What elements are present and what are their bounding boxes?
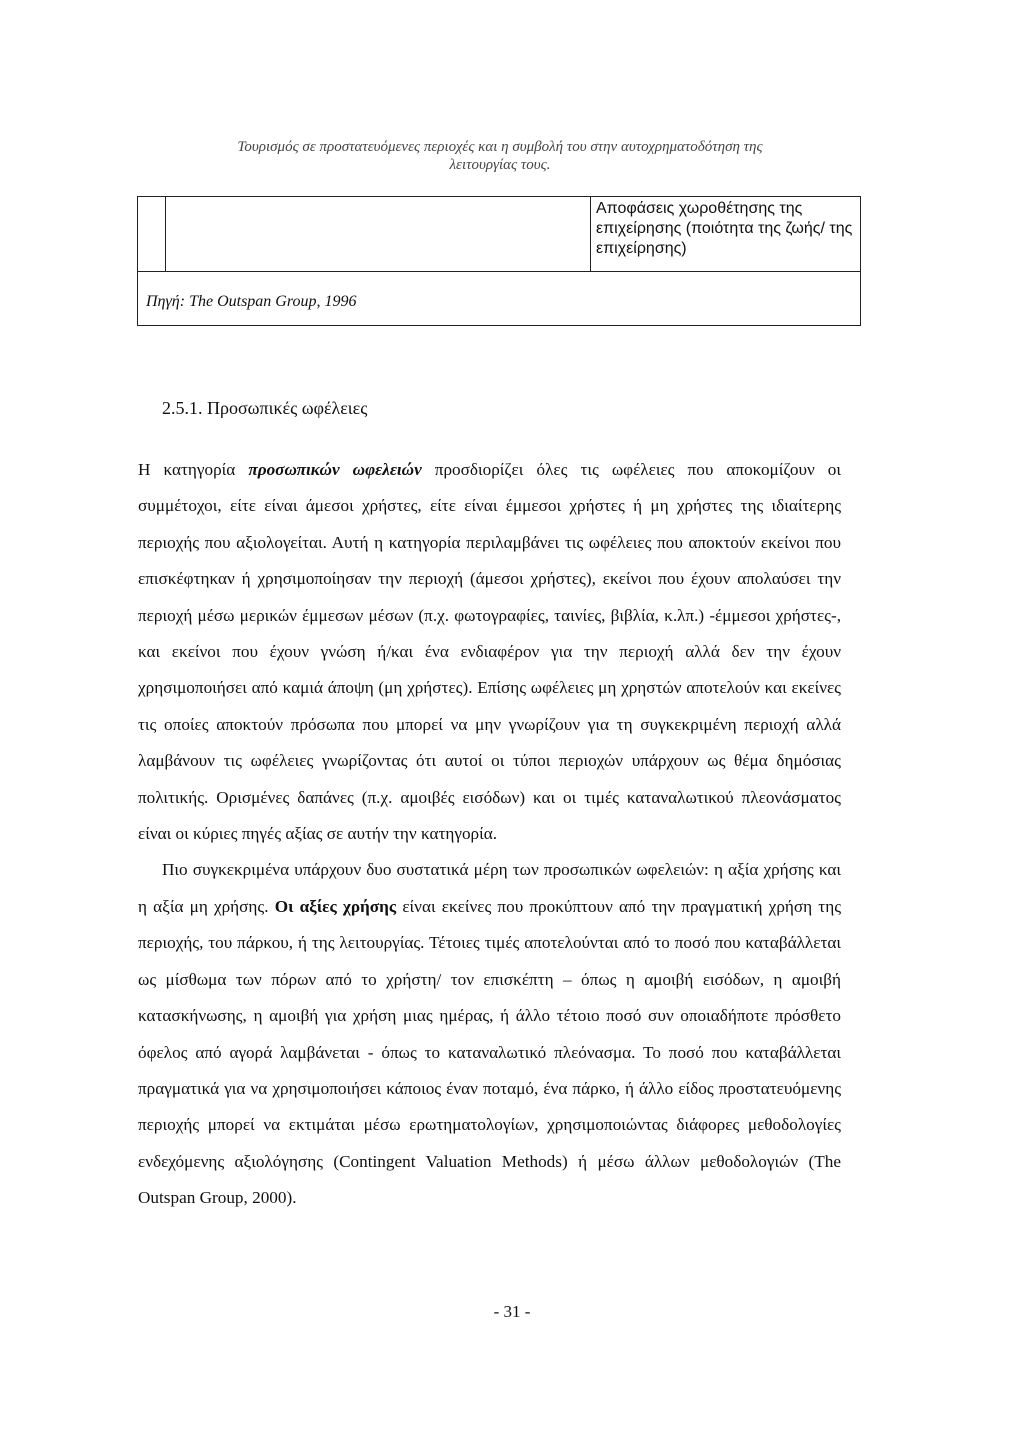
running-header: [140, 138, 860, 174]
paragraph1-emphasis: προσωπικών ωφελειών: [248, 460, 422, 479]
table-divider-left: [165, 197, 166, 271]
table-source-note: Πηγή: The Outspan Group, 1996: [146, 293, 357, 310]
paragraph-personal-benefits: [138, 452, 841, 852]
paragraph1-part1: Η κατηγορία: [138, 460, 249, 479]
paragraph1-part2: προσδιορίζει όλες τις ωφέλειες που αποκομίζουν οι συμμέτοχοι, είτε είναι άμεσοι χρήστες, είτε είναι έμμεσοι χρήστες ή μη χρήστες της ιδιαίτερης περιοχής που αξιολογείται. Αυτή η κατηγορία περιλαμβάνει τις ωφέλειες που αποκτούν εκείνοι που επισκέφτηκαν ή χρησιμοποίησαν την περιοχή (άμεσοι χρήστες), εκείνοι που έχουν απολαύσει την περιοχή μέσω μερικών έμμεσων μέσων (π.χ. φωτογραφίες, ταινίες, βιβλία, κ.λπ.) -έμμεσοι χρήστες-, και εκείνοι που έχουν γνώση ή/και ένα ενδιαφέρον για την περιοχή αλλά δεν την έχουν χρησιμοποιήσει από καμιά άποψη (μη χρήστες). Επίσης ωφέλειες μη χρηστών αποτελούν και εκείνες τις οποίες αποκτούν πρόσωπα που μπορεί να μην γνωρίζουν για τη συγκεκριμένη περιοχή αλλά λαμβάνουν τις ωφέλειες γνωρίζοντας ότι αυτοί οι τύποι περιοχών υπάρχουν ως θέμα δημόσιας πολιτικής. Ορισμένες δαπάνες (π.χ. αμοιβές εισόδων) και οι τιμές καταναλωτικού πλεονάσματος είναι οι κύριες πηγές αξίας σε αυτήν την κατηγορία.: [138, 460, 842, 844]
running-header-line-2: λειτουργίας τους.: [449, 157, 551, 173]
paragraph2-emphasis: Οι αξίες χρήσης: [274, 896, 397, 916]
paragraph2-part2: είναι εκείνες που προκύπτουν από την πραγματική χρήση της περιοχής, του πάρκου, ή της λειτουργίας. Τέτοιες τιμές αποτελούνται από το ποσό που καταβάλλεται ως μίσθωμα των πόρων από το χρήστη/ τον επισκέπτη – όπως η αμοιβή εισόδων, η αμοιβή κατασκήνωσης, η αμοιβή για χρήση μιας ημέρας, ή άλλο τέτοιο ποσό συν οποιαδήποτε πρόσθετο όφελος από αγορά λαμβάνεται - όπως το καταναλωτικό πλεόνασμα. Το ποσό που καταβάλλεται πραγματικά για να χρησιμοποιήσει κάποιος έναν ποταμό, ένα πάρκο, ή άλλο είδος προστατευόμενης περιοχής μπορεί να εκτιμάται μέσω ερωτηματολογίων, χρησιμοποιώντας διάφορες μεθοδολογίες ενδεχόμενης αξιολόγησης (Contingent Valuation Methods) ή μέσω άλλων μεθοδολογιών (The Outspan Group, 2000).: [138, 896, 841, 1208]
table-fragment: [137, 196, 861, 326]
running-header-line-1: Τουρισμός σε προστατευόμενες περιοχές και η συμβολή του στην αυτοχρηματοδότηση της: [237, 139, 763, 155]
table-cell-text: Αποφάσεις χωροθέτησης της επιχείρησης (ποιότητα της ζωής/ της επιχείρησης): [596, 200, 853, 257]
body-text: [138, 452, 841, 1217]
table-divider-right: [590, 197, 591, 271]
paragraph2-part1: Πιο συγκεκριμένα υπάρχουν δυο συστατικά μέρη των προσωπικών ωφελειών: η αξία χρήσης και η αξία μη χρήσης.: [138, 860, 841, 916]
page-number: - 31 -: [493, 1302, 531, 1321]
table-divider-horizontal: [138, 271, 860, 272]
paragraph-use-values: [138, 852, 841, 1216]
section-heading: 2.5.1. Προσωπικές ωφέλειες: [162, 398, 368, 418]
